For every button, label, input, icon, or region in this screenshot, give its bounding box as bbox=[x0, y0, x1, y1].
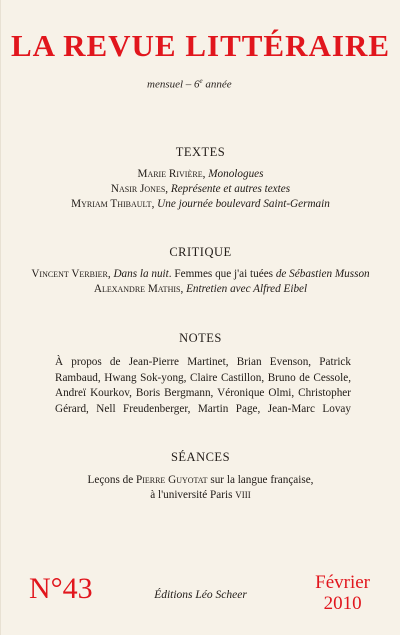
critique-entry: Vincent Verbier, Dans la nuit. Femmes que j'ai tuées de Sébastien Musson bbox=[31, 268, 370, 280]
section-heading-critique: CRITIQUE bbox=[169, 245, 232, 259]
issue-month: Février bbox=[315, 572, 370, 593]
notes-line: Gérard, Nell Freudenberger, Martin Page, Jean-Marc Lovay bbox=[55, 402, 351, 415]
issue-date bbox=[315, 572, 370, 614]
seances-line: Leçons de Pierre Guyotat sur la langue française, bbox=[87, 474, 314, 486]
magazine-title: LA REVUE LITTÉRAIRE bbox=[10, 28, 391, 63]
textes-entry: Myriam Thibault, Une journée boulevard Saint-Germain bbox=[71, 198, 330, 210]
magazine-subtitle: mensuel – 6e année bbox=[147, 77, 232, 91]
seances-line: à l'université Paris VIII bbox=[150, 489, 251, 501]
textes-entry: Marie Rivière, Monologues bbox=[137, 168, 264, 180]
section-heading-seances: SÉANCES bbox=[170, 450, 231, 464]
section-heading-textes: TEXTES bbox=[175, 145, 226, 159]
textes-entry: Nasir Jones, Représente et autres textes bbox=[110, 183, 291, 195]
publisher-name: Éditions Léo Scheer bbox=[154, 589, 247, 601]
issue-year: 2010 bbox=[323, 593, 362, 614]
notes-line: Andreï Kourkov, Boris Bergmann, Véronique Olmi, Christopher bbox=[55, 387, 351, 400]
notes-paragraph bbox=[55, 355, 351, 417]
notes-line: Rambaud, Hwang Sok-yong, Claire Castillon, Bruno de Cessole, bbox=[55, 371, 351, 384]
issue-number: N°43 bbox=[29, 572, 93, 605]
notes-line: À propos de Jean-Pierre Martinet, Brian Evenson, Patrick bbox=[55, 356, 351, 368]
critique-entry: Alexandre Mathis, Entretien avec Alfred Eibel bbox=[93, 283, 308, 295]
section-heading-notes: NOTES bbox=[179, 331, 222, 345]
